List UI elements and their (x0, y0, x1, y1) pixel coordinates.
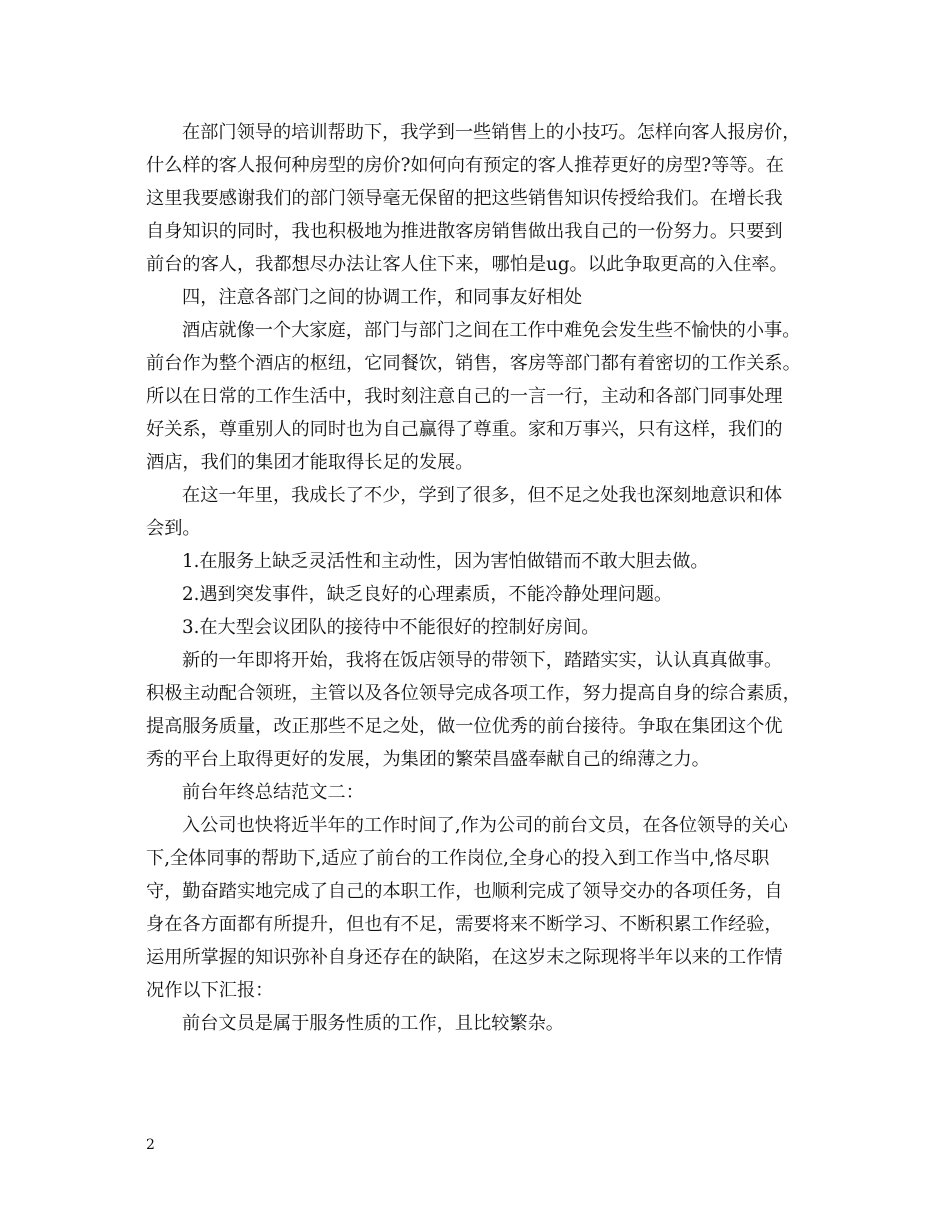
text-line: 况作以下汇报： (146, 980, 274, 1001)
text-line: 在部门领导的培训帮助下，我学到一些销售上的小技巧。怎样向客人报房价， (182, 122, 801, 143)
page-number: 2 (146, 1137, 155, 1153)
text-line: 积极主动配合领班，主管以及各位领导完成各项工作，努力提高自身的综合素质， (146, 683, 801, 704)
text-line: 提高服务质量，改正那些不足之处，做一位优秀的前台接待。争取在集团这个优 (146, 716, 783, 737)
text-line: 所以在日常的工作生活中，我时刻注意自己的一言一行，主动和各部门同事处理 (146, 386, 783, 407)
text-line: 前台年终总结范文二： (182, 782, 364, 803)
text-line: 下,全体同事的帮助下,适应了前台的工作岗位,全身心的投入到工作当中,恪尽职 (146, 848, 770, 869)
text-line: 好关系，尊重别人的同时也为自己赢得了尊重。家和万事兴，只有这样，我们的 (146, 419, 783, 440)
text-line: 在这一年里，我成长了不少，学到了很多，但不足之处我也深刻地意识和体 (182, 485, 783, 506)
text-line: 前台作为整个酒店的枢纽，它同餐饮，销售，客房等部门都有着密切的工作关系。 (146, 353, 801, 374)
text-line: 运用所掌握的知识弥补自身还存在的缺陷，在这岁末之际现将半年以来的工作情 (146, 947, 783, 968)
text-line: 身在各方面都有所提升，但也有不足，需要将来不断学习、不断积累工作经验， (146, 914, 783, 935)
text-line: 酒店就像一个大家庭，部门与部门之间在工作中难免会发生些不愉快的小事。 (182, 320, 801, 341)
text-line: 四，注意各部门之间的协调工作，和同事友好相处 (182, 287, 583, 308)
text-line: 自身知识的同时，我也积极地为推进散客房销售做出我自己的一份努力。只要到 (146, 221, 783, 242)
text-line: 入公司也快将近半年的工作时间了,作为公司的前台文员，在各位领导的关心 (182, 815, 788, 836)
text-line: 新的一年即将开始，我将在饭店领导的带领下，踏踏实实，认认真真做事。 (182, 650, 783, 671)
text-line: 这里我要感谢我们的部门领导毫无保留的把这些销售知识传授给我们。在增长我 (146, 188, 783, 209)
text-line: 3.在大型会议团队的接待中不能很好的控制好房间。 (182, 617, 600, 638)
text-line: 前台的客人，我都想尽办法让客人住下来，哪怕是ug。以此争取更高的入住率。 (146, 254, 788, 275)
text-line: 1.在服务上缺乏灵活性和主动性，因为害怕做错而不敢大胆去做。 (182, 551, 709, 572)
text-line: 酒店，我们的集团才能取得长足的发展。 (146, 452, 474, 473)
text-line: 前台文员是属于服务性质的工作，且比较繁杂。 (182, 1013, 564, 1034)
document-body (146, 116, 806, 1040)
text-line: 什么样的客人报何种房型的房价?如何向有预定的客人推荐更好的房型?等等。在 (146, 155, 784, 176)
text-line: 会到。 (146, 518, 201, 539)
text-line: 守，勤奋踏实地完成了自己的本职工作，也顺利完成了领导交办的各项任务，自 (146, 881, 783, 902)
text-line: 秀的平台上取得更好的发展，为集团的繁荣昌盛奉献自己的绵薄之力。 (146, 749, 710, 770)
text-line: 2.遇到突发事件，缺乏良好的心理素质，不能冷静处理问题。 (182, 584, 673, 605)
